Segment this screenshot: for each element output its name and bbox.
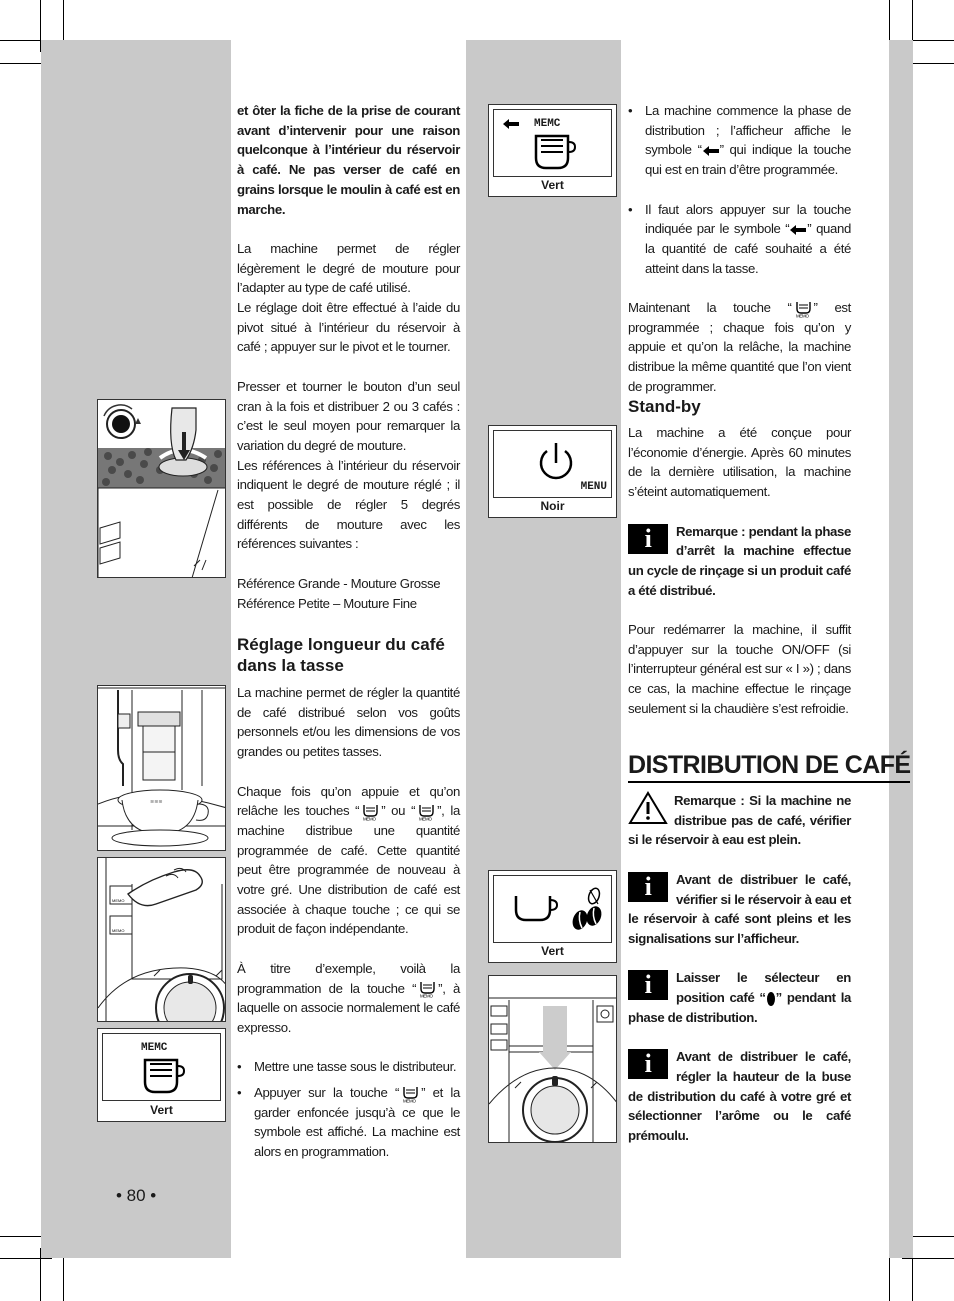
right-margin-band (889, 40, 913, 1258)
machine-display (493, 109, 612, 177)
power-icon (536, 441, 576, 485)
memo-key-label: MEMO (420, 993, 433, 999)
bullet-dot: • (237, 1085, 242, 1101)
memo-key-label: MEMO (795, 313, 809, 318)
section-heading: Réglage longueur du café dans la tasse (237, 635, 445, 675)
right-text-column-2 (628, 423, 851, 738)
section-title: DISTRIBUTION DE CAFÉ (628, 750, 910, 783)
standby-heading: Stand-by (628, 397, 701, 416)
coffee-bean-icon (766, 991, 776, 1007)
machine-display (493, 875, 612, 943)
display-color-caption: Vert (150, 1103, 173, 1117)
bullet-item (628, 101, 851, 180)
bullet-dot: • (628, 103, 633, 118)
text-fragment: ” est programmée ; chaque fois qu’on y appuie et qu’on la relâche, la machine distribue la même quantité que l’on vient de programmer. (628, 300, 851, 394)
text-fragment: Laisser le sélecteur en position café “ (676, 970, 851, 1005)
coffee-cup-under-spout-figure (97, 685, 226, 851)
bullet-item (237, 1083, 460, 1162)
pressing-memo-key-figure (97, 857, 226, 1022)
text-fragment: Chaque fois qu’on appuie et qu’on relâche les touches “ (237, 783, 460, 819)
safety-paragraph: et ôter la fiche de la prise de courant avant d’intervenir pour une raison quelconque à l’intérieur du réservoir à café. Ne pas verser de café en grains lorsque le moulin à café est en marche. (237, 103, 460, 217)
memo-key-icon (399, 1085, 421, 1103)
ready-display-figure (488, 870, 617, 963)
display-menu-text: MENU (580, 481, 607, 493)
text-fragment: ” pendant la phase de distribution. (628, 990, 851, 1025)
info-icon: i (628, 872, 668, 902)
memo-key-icon (359, 803, 381, 821)
left-text-column (237, 101, 460, 613)
memo-key-icon (416, 980, 438, 998)
info-note (628, 968, 851, 1027)
text-fragment: ” et la garder enfoncée jusqu’à ce que le symbole est affiché. La machine est alors en programmation. (254, 1085, 460, 1160)
memo-display-figure-2 (488, 104, 617, 197)
text-fragment: La machine commence la phase de distribution ; l’afficheur affiche le symbole “ (645, 103, 851, 158)
note-text: Avant de distribuer le café, régler la hauteur de la buse de distribution du café à votre gré et sélectionner l’arôme ou le café prémoulu. (628, 1049, 851, 1143)
cup-icon (141, 1058, 185, 1094)
info-icon: i (628, 970, 668, 1000)
text-fragment: À titre d’exemple, voilà la programmation de la touche “ (237, 960, 460, 996)
text-fragment: Maintenant la touche “ (628, 300, 792, 315)
grind-reference-line: Référence Grande - Mouture Grosse (237, 575, 441, 591)
arrow-left-icon (502, 118, 520, 130)
info-icon: i (628, 1049, 668, 1079)
text-fragment: ” quand la quantité de café souhaité a été atteint dans la tasse. (645, 221, 851, 276)
grinder-adjustment-figure (97, 399, 226, 578)
text-fragment: ”, la machine distribue une quantité programmée de café. Cette quantité peut être programmée de nouveau à votre gré. Une distribution de café est associée à chaque touche ; ce qui se produit de façon indépendante. (237, 803, 460, 937)
memo-display-figure-1 (97, 1028, 226, 1122)
note-text: Avant de distribuer le café, vérifier si le réservoir à eau et le réservoir à café sont pleins et les signalisations sur l’afficheur. (628, 871, 851, 946)
text-fragment: ” qui indique la touche qui est en train d’être programmée. (645, 142, 851, 178)
page-number: • 80 • (116, 1186, 157, 1205)
bullet-text: Mettre une tasse sous le distributeur. (254, 1059, 457, 1075)
example-paragraph (237, 959, 460, 1038)
body-paragraph: Les références à l’intérieur du réservoir indiquent le degré de mouture réglé ; il est possible de régler 5 degrés différents de mouture avec les références suivantes : (237, 457, 460, 552)
svg-text:≋≋≋: ≋≋≋ (150, 799, 163, 805)
display-color-caption: Vert (541, 178, 564, 192)
info-note (628, 522, 851, 601)
memo-key-icon (415, 803, 437, 821)
info-note (628, 870, 851, 949)
right-text-column (628, 101, 851, 416)
grind-reference-line: Référence Petite – Mouture Fine (237, 595, 417, 611)
note-text: Remarque : pendant la phase d’arrêt la machine effectue un cycle de rinçage si un produit café a été distribué. (628, 523, 851, 598)
text-fragment: Il faut alors appuyer sur la touche indiquée par le symbole “ (645, 201, 851, 237)
standby-display-figure (488, 425, 617, 518)
info-note (628, 1047, 851, 1146)
text-fragment: ” ou “ (381, 803, 416, 819)
body-paragraph: La machine permet de régler légèrement le degré de mouture pour l’adapter au type de café utilisé. (237, 240, 460, 296)
memo-key-label: MEMO (419, 816, 432, 821)
memo-key-label: MEMO (112, 898, 125, 903)
cup-icon (532, 134, 576, 170)
memo-key-label: MEMO (112, 928, 125, 933)
cup-icon (512, 892, 558, 926)
display-memo-text: MEMC (534, 118, 561, 130)
text-fragment: ”, à laquelle on associe normalement le café expresso. (237, 980, 461, 1035)
programmed-paragraph (628, 298, 851, 397)
crop-mark (0, 1258, 52, 1259)
display-color-caption: Noir (540, 499, 565, 513)
note-text: Remarque : Si la machine ne distribue pas de café, vérifier si le réservoir à eau est plein. (628, 793, 851, 848)
body-paragraph: Pour redémarrer la machine, il suffit d’appuyer sur la touche ON/OFF (si l’interrupteur général est sur « I ») ; dans ce cas, la machine effectue le rinçage seulement si la chaudière s’est refroidie. (628, 622, 851, 716)
body-paragraph: Presser et tourner le bouton d’un seul cran à la fois et distribuer 2 ou 3 cafés : c’est le seul moyen pour remarquer la variation du degré de mouture. (237, 378, 460, 453)
memo-key-label: MEMO (363, 816, 376, 821)
memo-key-label: MEMO (403, 1098, 416, 1103)
warning-note (628, 791, 851, 850)
right-text-column-3 (628, 791, 851, 1165)
memo-key-icon (792, 300, 814, 318)
machine-display (102, 1033, 221, 1101)
bullet-item (237, 1057, 460, 1077)
info-icon: i (628, 524, 668, 554)
warning-icon (628, 791, 668, 825)
machine-display (493, 430, 612, 498)
dispenser-height-figure (488, 975, 617, 1143)
arrow-left-icon (702, 145, 720, 157)
body-paragraph: La machine permet de régler la quantité de café distribué selon vos goûts personnels et/ou les dimensions de vos grandes ou petites tasses. (237, 685, 460, 760)
arrow-left-icon (789, 224, 807, 236)
bullet-dot: • (628, 201, 633, 217)
text-fragment: Appuyer sur la touche “ (254, 1085, 400, 1101)
crop-mark (902, 1258, 954, 1259)
display-color-caption: Vert (541, 944, 564, 958)
display-memo-text: MEMC (141, 1042, 168, 1054)
memo-keys-paragraph (237, 782, 460, 940)
left-text-column-2 (237, 683, 460, 1162)
coffee-beans-icon (568, 886, 608, 936)
body-paragraph: Le réglage doit être effectué à l’aide du pivot situé à l’intérieur du réservoir à café ; appuyer sur le pivot et le tourner. (237, 300, 460, 355)
bullet-item (628, 200, 851, 279)
bullet-dot: • (237, 1059, 242, 1075)
body-paragraph: La machine a été conçue pour l’économie d’énergie. Après 60 minutes de la dernière utilisation, la machine s’éteint automatiquement. (628, 425, 851, 500)
